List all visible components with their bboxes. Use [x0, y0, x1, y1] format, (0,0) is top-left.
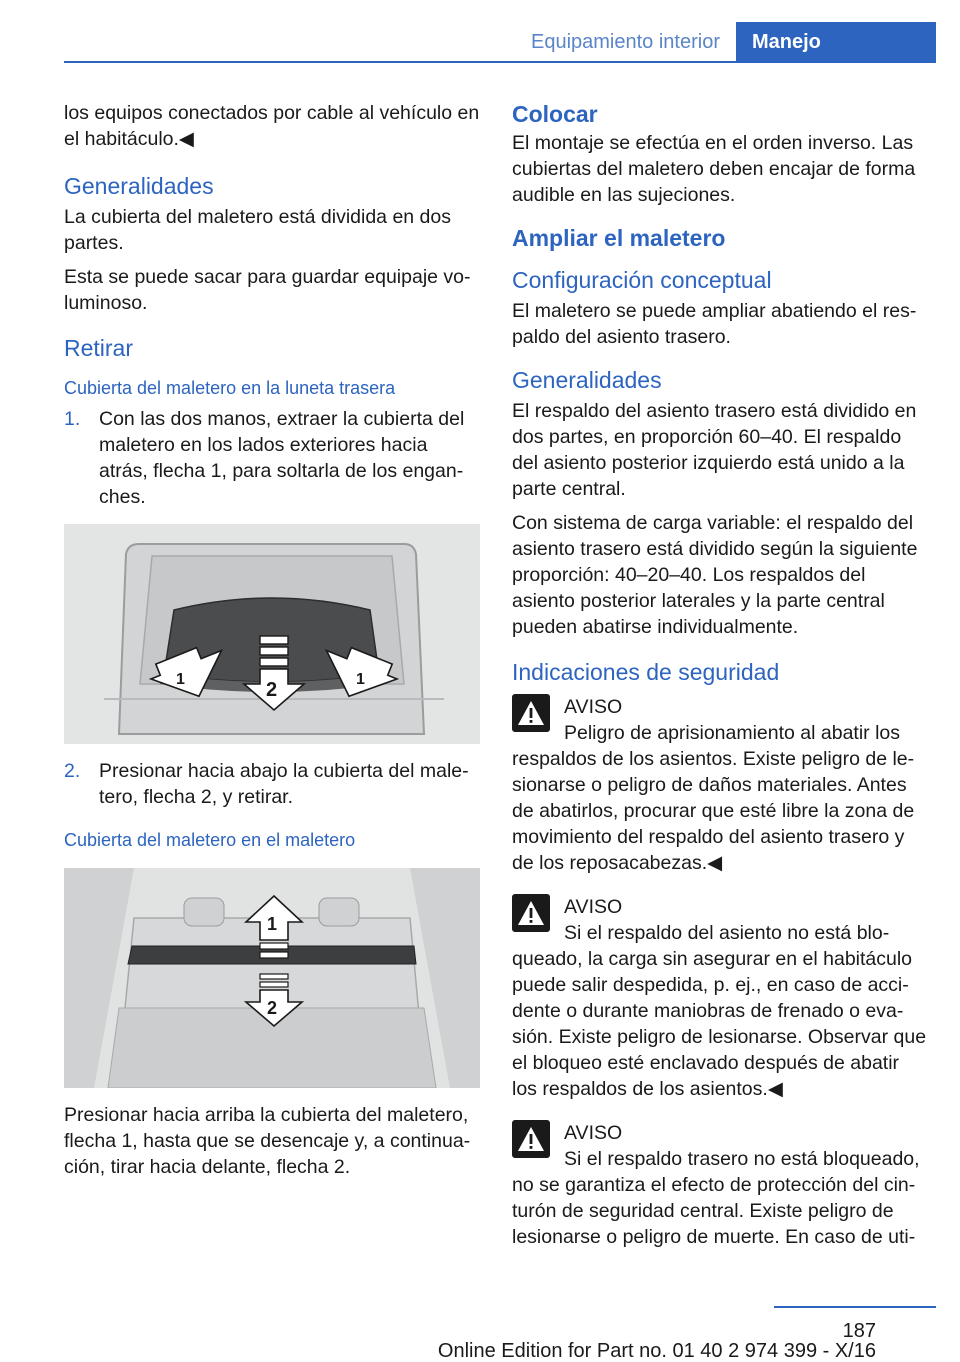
heading-generalidades: Generalidades: [64, 173, 214, 199]
heading-generalidades: Generalidades: [512, 367, 662, 393]
heading-config: Configuración conceptual: [512, 267, 772, 293]
warning-text: respaldos de los asientos. Existe peligro de le-sionarse o peligro de daños materiales. Antes de abatirlos, procurar que esté libre la zona de movimiento del respaldo del asiento trasero y de los reposacabezas.◀: [512, 748, 915, 874]
step-number: 2.: [64, 760, 81, 782]
section-title: Equipamiento interior: [531, 31, 720, 53]
warning-block: [512, 694, 928, 876]
heading-ampliar: Ampliar el maletero: [512, 225, 726, 251]
warning-block: [512, 1120, 928, 1250]
arrow-label: 2: [266, 679, 278, 701]
heading-retirar: Retirar: [64, 335, 134, 361]
steps-list: [64, 406, 480, 510]
warning-text-first: Si el respaldo del asiento no está blo-: [564, 922, 890, 944]
heading-seguridad: Indicaciones de seguridad: [512, 659, 780, 685]
step-text: Presionar hacia abajo la cubierta del male-tero, flecha 2, y retirar.: [99, 760, 469, 808]
header-rule: [64, 61, 936, 63]
warning-title: AVISO: [564, 696, 623, 718]
list-item: [64, 758, 480, 810]
warning-text: queado, la carga sin asegurar en el habitáculo puede salir despedida, p. ej., en caso de acci-dente o durante maniobras de frenado o eva-sión. Existe peligro de lesionarse. Observar que el bloqueo esté enclavado después de abatir los respaldos de los asientos.◀: [512, 948, 927, 1100]
warning-text-first: Peligro de aprisionamiento al abatir los: [564, 722, 901, 744]
warning-text: no se garantiza el efecto de protección del cin-turón de seguridad central. Existe peligro de lesionarse o peligro de muerte. En caso de uti-: [512, 1174, 916, 1248]
warning-block: [512, 894, 928, 1102]
paragraph: Esta se puede sacar para guardar equipaje vo-luminoso.: [64, 266, 471, 314]
arrow-label: 1: [176, 671, 185, 688]
step-text: Con las dos manos, extraer la cubierta del maletero en los lados exteriores hacia atrás, flecha 1, para soltarla de los engan-ches.: [99, 408, 465, 508]
arrow-label: 1: [356, 671, 365, 688]
paragraph: El respaldo del asiento trasero está dividido en dos partes, en proporción 60–40. El respaldo del asiento posterior izquierdo está unido a la parte central.: [512, 400, 917, 500]
step-number: 1.: [64, 408, 81, 430]
warning-title: AVISO: [564, 896, 623, 918]
warning-icon: [512, 694, 550, 732]
footer-rule: [774, 1306, 936, 1308]
trunk-illustration-1: [64, 524, 480, 744]
chapter-tab: Manejo: [736, 22, 936, 62]
paragraph: La cubierta del maletero está dividida en dos partes.: [64, 206, 451, 254]
paragraph: Con sistema de carga variable: el respaldo del asiento trasero está dividido según la siguiente proporción: 40–20–40. Los respaldos del asiento posterior laterales y la parte central pueden abatirse individualmente.: [512, 512, 918, 638]
list-item: [64, 406, 480, 510]
edition-text: Online Edition for Part no. 01 40 2 974 399 - X/16: [437, 1340, 876, 1362]
figure-trunk-cover-rear-window: [64, 524, 480, 744]
arrow-label: 2: [267, 998, 278, 1018]
arrow-label: 1: [267, 914, 278, 934]
subheading-luneta: Cubierta del maletero en la luneta trasera: [64, 378, 396, 398]
steps-list: [64, 758, 480, 810]
trunk-illustration-2: [64, 868, 480, 1088]
warning-icon: [512, 1120, 550, 1158]
page-number: 187: [842, 1320, 876, 1342]
paragraph: El montaje se efectúa en el orden inverso. Las cubiertas del maletero deben encajar de forma audible en las sujeciones.: [512, 132, 916, 206]
page-footer: [437, 1306, 936, 1362]
paragraph: los equipos conectados por cable al vehículo en el habitáculo.◀: [64, 102, 480, 150]
subheading-en-maletero: Cubierta del maletero en el maletero: [64, 830, 356, 850]
paragraph: Presionar hacia arriba la cubierta del maletero, flecha 1, hasta que se desencaje y, a continua-ción, tirar hacia delante, flecha 2.: [64, 1104, 471, 1178]
warning-icon: [512, 894, 550, 932]
left-column: [64, 100, 480, 1188]
paragraph: El maletero se puede ampliar abatiendo el res-paldo del asiento trasero.: [512, 300, 917, 348]
warning-text-first: Si el respaldo trasero no está bloqueado,: [564, 1148, 920, 1170]
page-header: [531, 22, 936, 62]
figure-trunk-cover-in-trunk: [64, 868, 480, 1088]
warning-title: AVISO: [564, 1122, 623, 1144]
heading-colocar: Colocar: [512, 101, 598, 127]
right-column: [512, 100, 928, 1258]
